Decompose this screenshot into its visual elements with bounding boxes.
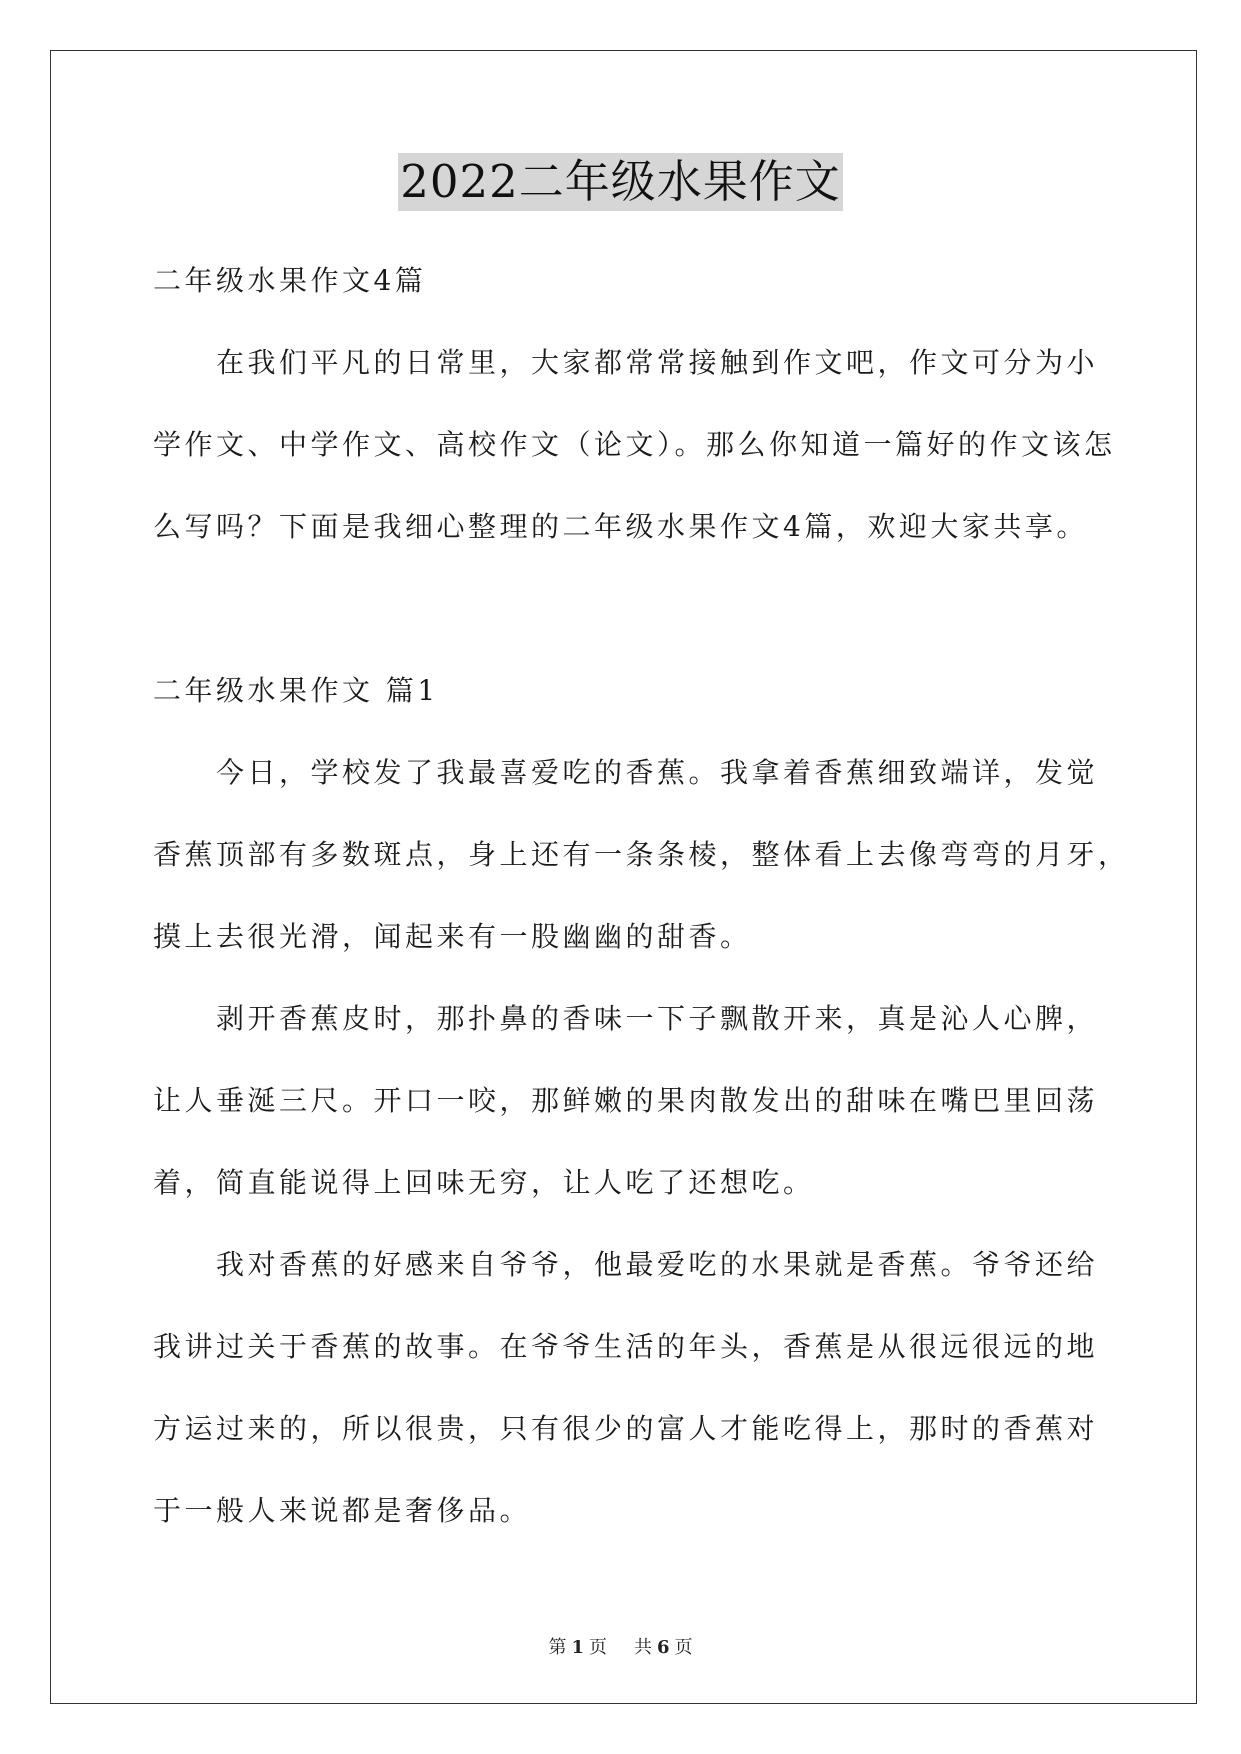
text-line: 在我们平凡的日常里，大家都常常接触到作文吧，作文可分为小 [216,346,1099,379]
text-line: 方运过来的，所以很贵，只有很少的富人才能吃得上，那时的香蕉对 [153,1412,1099,1445]
paragraph-2 [153,978,1113,1224]
page-suffix: 页 [589,1637,608,1658]
paragraph-1 [153,732,1130,978]
total-suffix: 页 [674,1637,693,1658]
text-line: 我对香蕉的好感来自爷爷，他最爱吃的水果就是香蕉。爷爷还给 [216,1248,1099,1281]
section-heading: 二年级水果作文 篇1 [153,674,439,707]
intro-paragraph [153,322,1116,568]
text-line: 今日，学校发了我最喜爱吃的香蕉。我拿着香蕉细致端详，发觉 [216,756,1099,789]
document-body [153,240,1130,1552]
current-page-number: 1 [571,1637,585,1658]
blank-line [153,568,1113,650]
text-line: 学作文、中学作文、高校作文（论文）。那么你知道一篇好的作文该怎 [153,428,1116,461]
text-line: 我讲过关于香蕉的故事。在爷爷生活的年头，香蕉是从很远很远的地 [153,1330,1099,1363]
text-line: 香蕉顶部有多数斑点，身上还有一条条棱，整体看上去像弯弯的月牙， [153,838,1130,871]
paragraph-3 [153,1224,1113,1552]
text-line: 剥开香蕉皮时，那扑鼻的香味一下子飘散开来，真是沁人心脾， [216,1002,1099,1035]
total-prefix: 共 [633,1637,652,1658]
title-container [0,153,1241,211]
text-line: 着，简直能说得上回味无穷，让人吃了还想吃。 [153,1166,815,1199]
total-pages-number: 6 [656,1637,670,1658]
text-line: 让人垂涎三尺。开口一咬，那鲜嫩的果肉散发出的甜味在嘴巴里回荡 [153,1084,1099,1117]
page-prefix: 第 [548,1637,567,1658]
page-footer [0,1633,1241,1659]
text-line: 于一般人来说都是奢侈品。 [153,1494,532,1527]
text-line: 么写吗？下面是我细心整理的二年级水果作文4篇，欢迎大家共享。 [153,510,1088,543]
text-line: 摸上去很光滑，闻起来有一股幽幽的甜香。 [153,920,752,953]
document-subtitle: 二年级水果作文4篇 [153,264,427,297]
document-title: 2022二年级水果作文 [398,153,843,211]
